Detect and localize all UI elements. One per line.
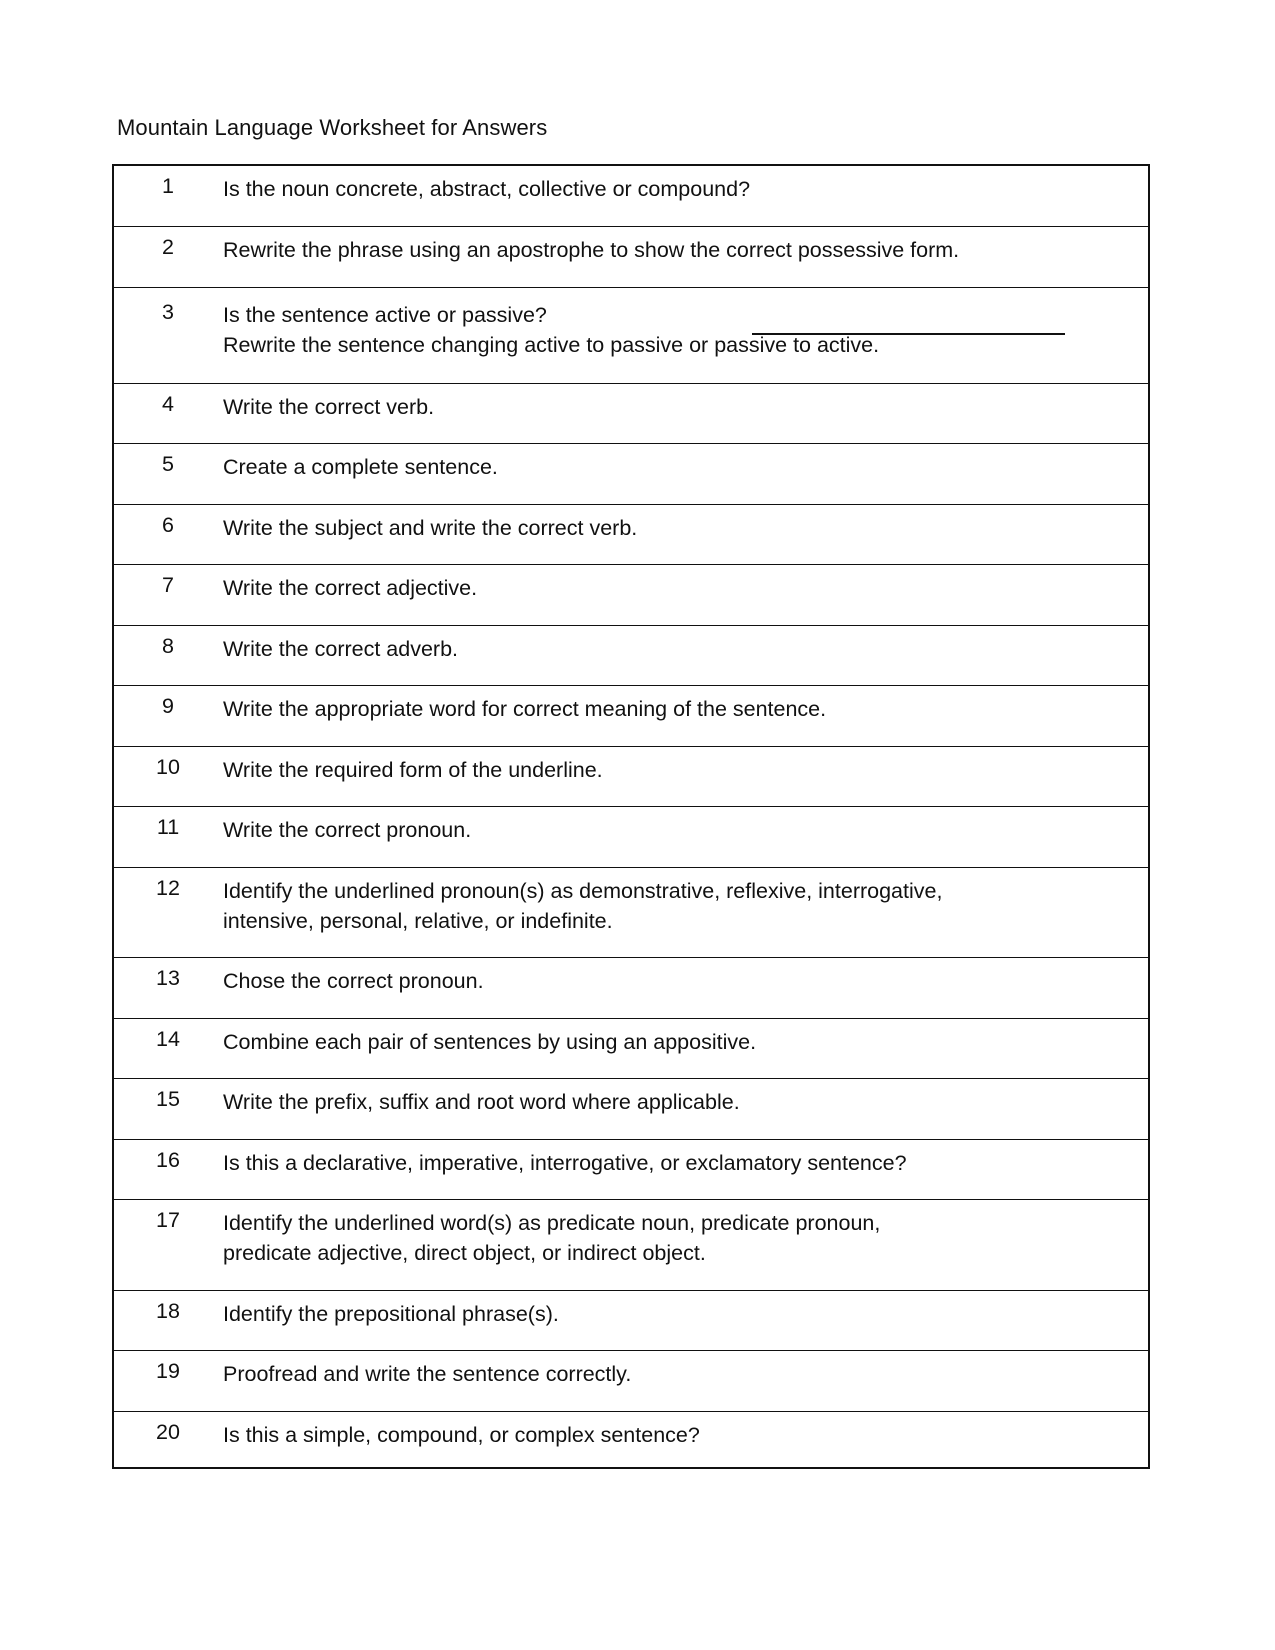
- item-number: 8: [162, 633, 174, 658]
- item-instruction: [223, 876, 1128, 936]
- worksheet-row: [114, 1350, 1148, 1411]
- item-number: 2: [162, 235, 174, 259]
- document-title: Mountain Language Worksheet for Answers: [117, 115, 548, 140]
- item-number: 15: [156, 1087, 180, 1111]
- worksheet-row: [114, 443, 1148, 504]
- item-instruction: [223, 1420, 1128, 1450]
- instruction-line: Create a complete sentence.: [223, 455, 498, 479]
- item-number: 13: [156, 966, 180, 990]
- worksheet-row: [114, 166, 1148, 226]
- instruction-line: Write the correct adjective.: [223, 576, 478, 600]
- instruction-line: predicate adjective, direct object, or indirect object.: [223, 1241, 706, 1265]
- worksheet-row: [114, 564, 1148, 625]
- item-instruction: [223, 452, 1128, 482]
- item-number: 20: [156, 1419, 180, 1444]
- worksheet-row: [114, 1018, 1148, 1079]
- item-number: 9: [162, 694, 174, 718]
- worksheet-row: [114, 287, 1148, 383]
- instruction-line: Combine each pair of sentences by using an appositive.: [223, 1029, 757, 1054]
- item-instruction: [223, 1087, 1128, 1117]
- worksheet-row: [114, 504, 1148, 565]
- item-number: 19: [156, 1359, 180, 1383]
- item-instruction: [223, 300, 1128, 360]
- worksheet-row: [114, 1078, 1148, 1139]
- instruction-line: Write the correct adverb.: [223, 636, 458, 661]
- instruction-line: Is this a declarative, imperative, interrogative, or exclamatory sentence?: [223, 1150, 907, 1175]
- item-number: 16: [156, 1147, 180, 1172]
- instruction-line: Write the correct verb.: [223, 394, 435, 419]
- instruction-line: Write the subject and write the correct verb.: [223, 515, 638, 540]
- item-instruction: [223, 694, 1128, 724]
- worksheet-row: [114, 957, 1148, 1018]
- item-instruction: [223, 392, 1128, 422]
- item-instruction: [223, 1208, 1128, 1268]
- worksheet-row: [114, 226, 1148, 287]
- item-instruction: [223, 235, 1128, 265]
- instruction-line: Rewrite the sentence changing active to passive or passive to active.: [223, 332, 880, 357]
- worksheet-row: [114, 1139, 1148, 1200]
- item-number: 17: [156, 1208, 180, 1232]
- worksheet-row: [114, 383, 1148, 444]
- instruction-line: Write the correct pronoun.: [223, 818, 472, 842]
- item-number: 12: [156, 875, 180, 900]
- item-number: 4: [162, 391, 174, 416]
- item-instruction: [223, 1359, 1128, 1389]
- item-instruction: [223, 634, 1128, 664]
- item-instruction: [223, 966, 1128, 996]
- item-number: 11: [156, 815, 180, 839]
- item-instruction: [223, 815, 1128, 845]
- item-number: 6: [162, 512, 174, 537]
- item-instruction: [223, 573, 1128, 603]
- answer-blank-line: [752, 333, 1065, 335]
- worksheet-table: [112, 164, 1150, 1469]
- instruction-line: Is this a simple, compound, or complex sentence?: [223, 1422, 700, 1447]
- instruction-line: intensive, personal, relative, or indefinite.: [223, 908, 613, 933]
- item-number: 10: [156, 754, 180, 779]
- worksheet-row: [114, 1290, 1148, 1351]
- item-number: 1: [162, 174, 174, 198]
- worksheet-row: [114, 625, 1148, 686]
- item-instruction: [223, 1148, 1128, 1178]
- item-number: 14: [156, 1026, 180, 1051]
- item-number: 18: [156, 1298, 180, 1323]
- worksheet-row: [114, 806, 1148, 867]
- item-instruction: [223, 174, 1128, 204]
- worksheet-row: [114, 746, 1148, 807]
- item-instruction: [223, 1299, 1128, 1329]
- instruction-line: Identify the underlined pronoun(s) as demonstrative, reflexive, interrogative,: [223, 878, 943, 903]
- instruction-line: Write the required form of the underline.: [223, 757, 603, 782]
- item-number: 7: [162, 573, 174, 597]
- item-instruction: [223, 1027, 1128, 1057]
- instruction-line: Identify the underlined word(s) as predicate noun, predicate pronoun,: [223, 1211, 881, 1235]
- worksheet-row: [114, 1411, 1148, 1467]
- instruction-line: Is the noun concrete, abstract, collective or compound?: [223, 177, 751, 201]
- instruction-line: Is the sentence active or passive?: [223, 302, 547, 327]
- worksheet-row: [114, 867, 1148, 958]
- instruction-line: Write the appropriate word for correct meaning of the sentence.: [223, 697, 827, 721]
- instruction-line: Proofread and write the sentence correctly.: [223, 1362, 632, 1386]
- worksheet-row: [114, 1199, 1148, 1290]
- instruction-line: Rewrite the phrase using an apostrophe to show the correct possessive form.: [223, 238, 960, 262]
- worksheet-row: [114, 685, 1148, 746]
- item-number: 5: [162, 452, 174, 476]
- instruction-line: Write the prefix, suffix and root word where applicable.: [223, 1090, 740, 1114]
- item-instruction: [223, 513, 1128, 543]
- instruction-line: Chose the correct pronoun.: [223, 969, 484, 993]
- item-instruction: [223, 755, 1128, 785]
- item-number: 3: [162, 299, 174, 324]
- instruction-line: Identify the prepositional phrase(s).: [223, 1301, 559, 1326]
